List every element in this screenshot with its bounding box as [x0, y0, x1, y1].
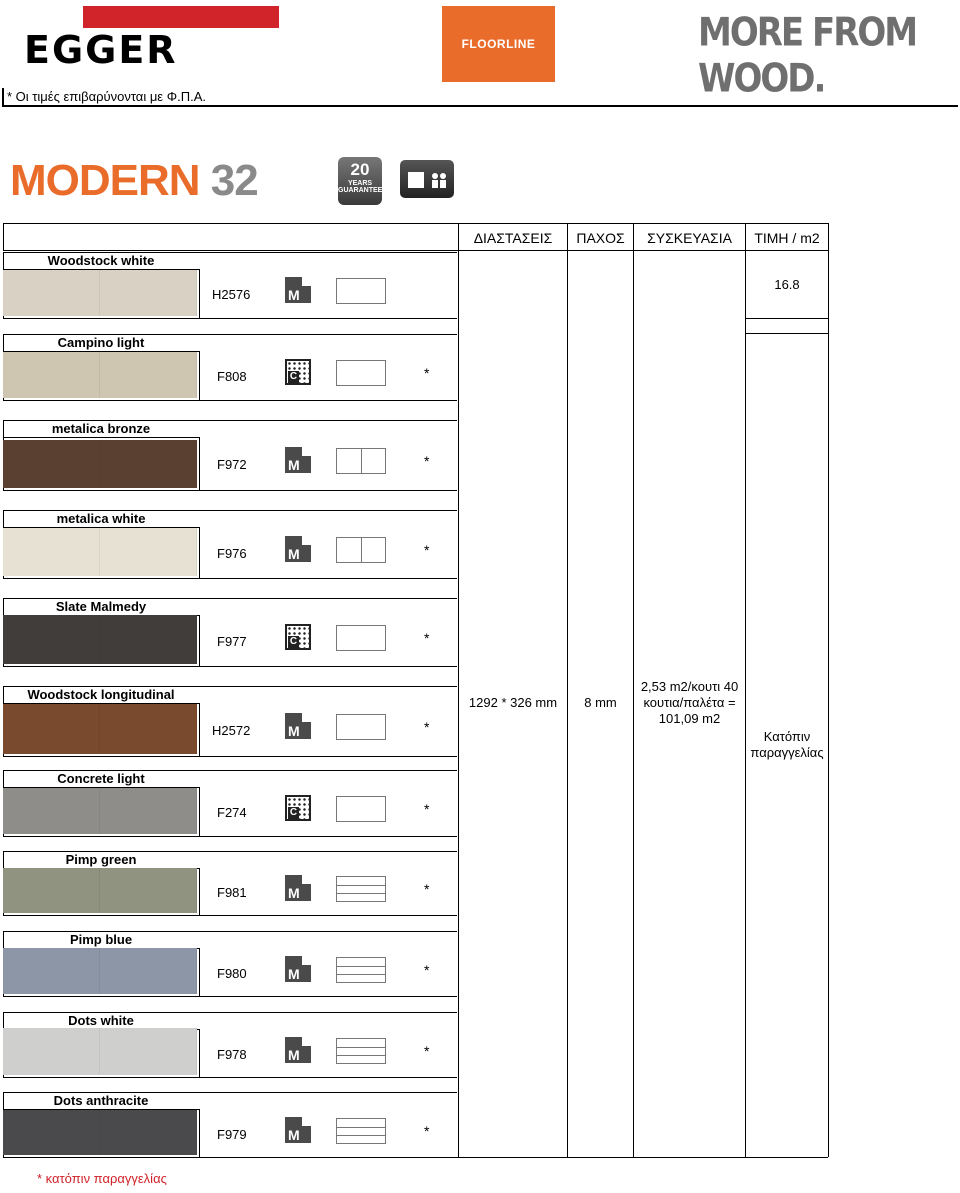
crystal-finish-icon: C [285, 795, 311, 821]
collection-name: MODERN [10, 156, 200, 205]
col-dimensions: ΔΙΑΣΤΑΣΕΙΣ [473, 230, 553, 246]
decor-code: F274 [217, 805, 247, 820]
matt-finish-icon: M [285, 1117, 311, 1143]
availability-mark: * [424, 801, 430, 817]
format-tile-icon [336, 876, 386, 902]
vat-note: * Οι τιμές επιβαρύνονται με Φ.Π.Α. [2, 88, 206, 106]
decor-code: F981 [217, 885, 247, 900]
decor-swatch [3, 868, 197, 913]
decor-code: F980 [217, 965, 247, 981]
decor-swatch [3, 1110, 197, 1155]
decor-code: H2576 [212, 287, 251, 302]
availability-mark: * [424, 1042, 430, 1059]
col-thickness: ΠΑΧΟΣ [576, 230, 625, 246]
dimensions-value: 1292 * 326 mm [468, 695, 558, 710]
matt-finish-icon: M [285, 447, 311, 473]
commercial-use-icon [400, 160, 454, 198]
matt-finish-icon: M [285, 875, 311, 901]
decor-code: F978 [217, 1046, 247, 1062]
availability-mark: * [424, 630, 430, 646]
col-price: ΤΙΜΗ / m2 [754, 230, 820, 246]
header-divider [2, 105, 958, 107]
guarantee-badge-icon: 20 YEARS GUARANTEE [338, 157, 382, 205]
order-note: Κατόπιν παραγγελίας [750, 729, 824, 760]
matt-finish-icon: M [285, 536, 311, 562]
decor-swatch [3, 528, 197, 576]
product-name: Concrete light [57, 771, 145, 786]
availability-mark: * [424, 453, 430, 469]
format-tile-icon [336, 714, 386, 740]
product-name: Dots white [68, 1013, 134, 1028]
product-name: Woodstock white [47, 253, 155, 268]
decor-code: F972 [217, 457, 247, 472]
product-name: Pimp blue [69, 932, 133, 947]
price-value: 16.8 [774, 277, 800, 292]
decor-swatch [3, 948, 197, 994]
format-tile-icon [336, 1118, 386, 1144]
crystal-finish-icon: C [285, 359, 311, 385]
availability-mark: * [424, 881, 430, 897]
thickness-value: 8 mm [584, 695, 617, 710]
decor-code: H2572 [212, 723, 251, 738]
product-name: metalica bronze [51, 421, 151, 436]
col-packaging: ΣΥΣΚΕΥΑΣΙΑ [647, 230, 732, 246]
decor-code: F977 [217, 634, 247, 649]
format-tile-icon [336, 1038, 386, 1064]
product-name: metalica white [56, 511, 146, 526]
availability-mark: * [424, 961, 430, 978]
product-name: Woodstock longitudinal [27, 687, 175, 702]
product-name: Slate Malmedy [55, 599, 147, 614]
format-tile-icon [336, 360, 386, 386]
decor-swatch [3, 352, 197, 398]
matt-finish-icon: M [285, 277, 311, 303]
format-tile-icon [336, 796, 386, 822]
decor-code: F979 [217, 1126, 247, 1142]
format-tile-icon [336, 625, 386, 651]
format-tile-icon [336, 278, 386, 304]
slogan-logo: MORE FROM WOOD. [698, 10, 917, 102]
availability-mark: * [424, 719, 430, 735]
product-name: Campino light [57, 335, 145, 350]
egger-logo-bar [83, 6, 279, 28]
decor-swatch [3, 270, 197, 316]
availability-mark: * [424, 365, 430, 381]
matt-finish-icon: M [285, 1037, 311, 1063]
format-tile-icon [336, 957, 386, 983]
decor-swatch [3, 788, 197, 834]
availability-mark: * [424, 1122, 430, 1139]
crystal-finish-icon: C [285, 624, 311, 650]
decor-swatch [3, 440, 197, 488]
packaging-value: 2,53 m2/κουτι 40 κουτια/παλέτα = 101,09 m2 [640, 679, 739, 726]
format-tile-icon [336, 537, 386, 563]
decor-swatch [3, 615, 197, 664]
product-name: Pimp green [65, 852, 137, 867]
collection-class: 32 [210, 156, 258, 205]
decor-code: F976 [217, 546, 247, 561]
format-tile-icon [336, 448, 386, 474]
decor-swatch [3, 704, 197, 754]
matt-finish-icon: M [285, 956, 311, 982]
egger-logo: EGGER [24, 28, 178, 72]
decor-code: F808 [217, 369, 247, 384]
decor-swatch [3, 1028, 197, 1075]
collection-title [10, 156, 258, 206]
footnote: * κατόπιν παραγγελίας [37, 1171, 167, 1186]
matt-finish-icon: M [285, 713, 311, 739]
availability-mark: * [424, 542, 430, 558]
floorline-logo: FLOORLINE [442, 6, 555, 82]
product-name: Dots anthracite [53, 1093, 149, 1108]
